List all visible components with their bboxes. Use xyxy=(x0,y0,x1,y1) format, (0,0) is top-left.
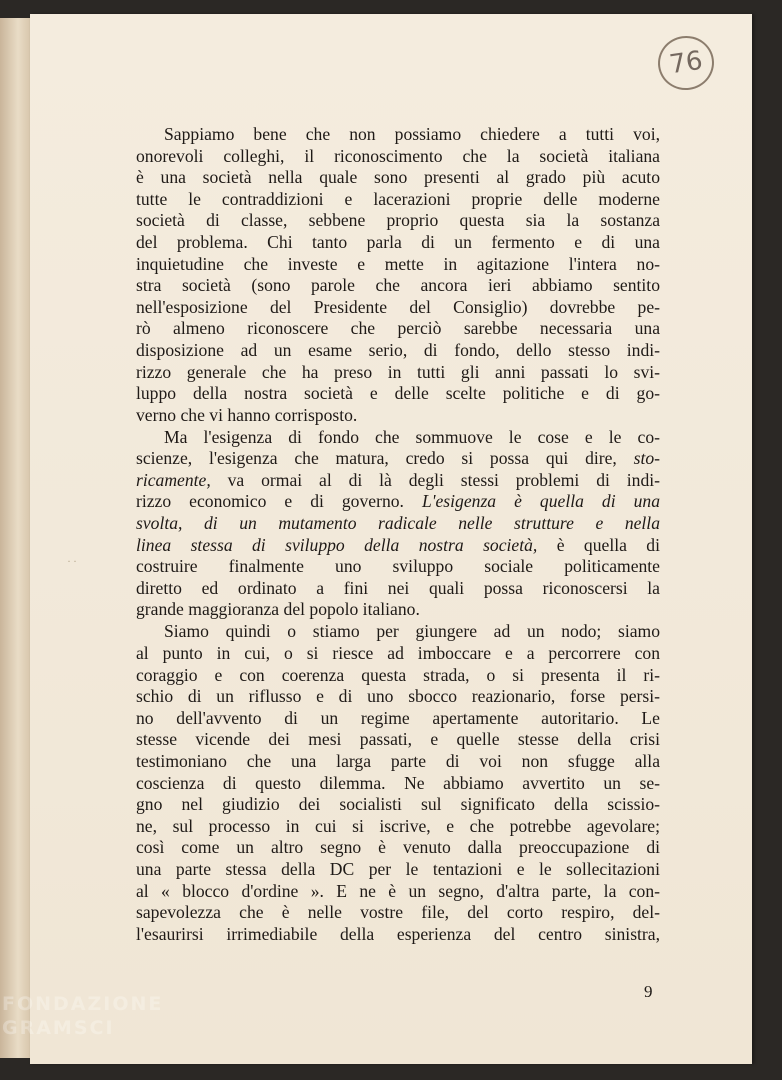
text-line: tutte le contraddizioni e lacerazioni proprie delle moderne xyxy=(136,188,660,209)
text-line: società di classe, sebbene proprio questa sia la sostanza xyxy=(136,210,660,231)
paragraph xyxy=(136,621,660,945)
text-line: del problema. Chi tanto parla di un fermento e di una xyxy=(136,231,660,252)
page-number: 9 xyxy=(644,982,653,1001)
book-page xyxy=(30,14,752,1064)
body-text xyxy=(136,124,660,946)
text-line: Sappiamo bene che non possiamo chiedere a tutti voi, xyxy=(164,124,660,144)
text-line: è una società nella quale sono presenti al grado più acuto xyxy=(136,167,660,188)
text-line: rò almeno riconoscere che perciò sarebbe necessaria una xyxy=(136,318,660,339)
text-line: scienze, l'esigenza che matura, credo si possa qui dire, sto- xyxy=(136,448,660,469)
watermark-line-2: GRAMSCI xyxy=(2,1017,115,1039)
text-line: così come un altro segno è venuto dalla preoccupazione di xyxy=(136,837,660,858)
text-line: Ma l'esigenza di fondo che sommuove le cose e le co- xyxy=(164,426,660,447)
text-line: disposizione ad un esame serio, di fondo, dello stesso indi- xyxy=(136,339,660,360)
text-line: inquietudine che investe e mette in agitazione l'intera no- xyxy=(136,253,660,274)
text-line: stra società (sono parole che ancora ieri abbiamo sentito xyxy=(136,275,660,296)
text-line: una parte stessa della DC per le tentazioni e le sollecitazioni xyxy=(136,858,660,879)
text-line: ricamente, va ormai al di là degli stessi problemi di indi- xyxy=(136,469,660,490)
text-line: diretto ed ordinato a fini nei quali possa riconoscersi la xyxy=(136,577,660,598)
archive-number-stamp: 76 xyxy=(655,32,718,93)
text-line: nell'esposizione del Presidente del Consiglio) dovrebbe pe- xyxy=(136,296,660,317)
text-line: rizzo economico e di governo. L'esigenza è quella di una xyxy=(136,491,660,512)
text-line: sapevolezza che è nelle vostre file, del corto respiro, del- xyxy=(136,902,660,923)
text-line: grande maggioranza del popolo italiano. xyxy=(136,599,420,620)
text-line: coscienza di questo dilemma. Ne abbiamo avvertito un se- xyxy=(136,772,660,793)
text-line: luppo della nostra società e delle scelte politiche e di go- xyxy=(136,383,660,404)
text-line: linea stessa di sviluppo della nostra società, è quella di xyxy=(136,534,660,555)
text-line: schio di un riflusso e di uno sbocco reazionario, forse persi- xyxy=(136,686,660,707)
paragraph xyxy=(136,427,660,621)
text-line: al punto in cui, o si riesce ad imboccare e a percorrere con xyxy=(136,643,660,664)
text-line: onorevoli colleghi, il riconoscimento che la società italiana xyxy=(136,145,660,166)
archive-watermark xyxy=(2,992,163,1040)
text-line: l'esaurirsi irrimediabile della esperienza del centro sinistra, xyxy=(136,923,660,944)
text-line: gno nel giudizio dei socialisti sul significato della scissio- xyxy=(136,794,660,815)
text-line: stesse vicende dei mesi passati, e quelle stesse della crisi xyxy=(136,729,660,750)
facing-page-edge xyxy=(0,18,31,1058)
text-line: costruire finalmente uno sviluppo sociale politicamente xyxy=(136,556,660,577)
text-line: verno che vi hanno corrisposto. xyxy=(136,404,358,425)
text-line: rizzo generale che ha preso in tutti gli anni passati lo svi- xyxy=(136,361,660,382)
text-line: no dell'avvento di un regime apertamente autoritario. Le xyxy=(136,707,660,728)
text-line: testimoniano che una larga parte di voi non sfugge alla xyxy=(136,751,660,771)
text-line: al « blocco d'ordine ». E ne è un segno, d'altra parte, la con- xyxy=(136,880,660,901)
text-line: coraggio e con coerenza questa strada, o si presenta il ri- xyxy=(136,664,660,685)
text-line: ne, sul processo in cui si iscrive, e che potrebbe agevolare; xyxy=(136,815,660,836)
watermark-line-1: FONDAZIONE xyxy=(2,993,164,1015)
text-line: svolta, di un mutamento radicale nelle strutture e nella xyxy=(136,513,660,534)
text-line: Siamo quindi o stiamo per giungere ad un nodo; siamo xyxy=(164,621,660,642)
page-smudge: ˙˙ xyxy=(66,559,78,573)
paragraph xyxy=(136,124,660,426)
